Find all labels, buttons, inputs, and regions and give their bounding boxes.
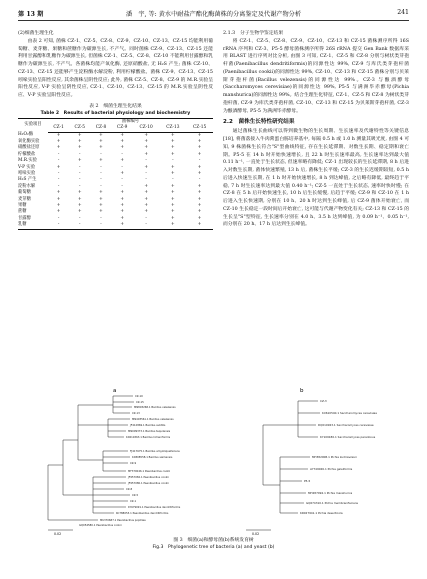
test-name: 柠檬酸盐 [18, 151, 36, 157]
result-cell: + [171, 151, 175, 157]
result-cell: - [145, 177, 147, 183]
strain-header: CZ-15 [186, 125, 213, 132]
tree-a-leaf-label: CZ-13 [132, 412, 140, 415]
result-cell: - [172, 177, 174, 183]
result-cell: + [120, 209, 124, 215]
test-name: H₂S 产生 [18, 177, 37, 183]
section-title-growth: 2.2 菌株生长特性研究结果 [223, 119, 295, 126]
result-cell: - [79, 183, 81, 189]
result-cell: + [197, 164, 202, 170]
table-test-header: 实验项目 [18, 118, 48, 132]
result-cell: - [121, 177, 123, 183]
result-cell: + [171, 196, 175, 202]
growth-paragraph: 通过菌株生长曲线可以得到微生物的生长周期、生长速率及代谢特性等关键信息[18], 将菌落接入牛肉膏蛋白胨培养基中, 每隔 0.5 h 或 1.0 h 测量其吸光度, 由图 4 可知, 9 株菌株生长符合"S"型曲线特征, 存在生长延滞期、对数生长期、稳定期和衰亡期。P5-5 在 14 h 时开始快速增长, 且 22 h 时生长速率最高, 生长速率达到最大值 0.11 h⁻¹, 一直处于生长状态, 但速率略有降低; CZ-1 出现较长的生长延滞期, 8 h 后进入对数生长期, 菌体快速繁殖, 13 h 后, 菌株生长平缓; CZ-3 的生长迟缓期较短, 0.5 h 后进入快速生长期, 在 1 h 时开始快速增长, 8 h 到达峰值, 之后略有降低, 最终趋于平稳, 7 h 时生长速率达到最大值 0.40 h⁻¹; CZ-5 一直处于生长状态, 速率时快时慢; 在 CZ-8 在 5 h 后开始快速生长, 10 h 后生长缓慢, 后趋于平缓; CZ-9 和 CZ-10 在 1 h 后进入生长快速期, 分别在 10 h、20 h 时达到生长峰值, 后 CZ-9 菌体开始衰亡, 而 CZ-10 生长稳定一段时间后开始衰亡, 这可能与代谢产物变化有关; CZ-13 和 CZ-15 的生长呈"S"型特征, 生长速率分别在 4.0 h、3.5 h 达到峰值, 为 0.09 h⁻¹、0.05 h⁻¹, 而分别在 20 h、17 h 后达到生长峰值。 [223, 129, 409, 228]
table-caption-en: Table 2 Results of bacterial physiology and biochemistry [40, 110, 191, 116]
strain-header: CZ-1 [48, 125, 69, 132]
tree-a-leaf-label: JF412869.1 Bacillus subtilis [130, 424, 166, 427]
strain-header: CZ-8 [90, 125, 111, 132]
test-name: 果糖 [18, 203, 27, 209]
result-cell: + [99, 138, 103, 144]
test-name: 氧化酶实验 [18, 138, 40, 144]
result-cell: + [56, 196, 61, 202]
result-cell: - [145, 171, 147, 176]
page-number: 241 [397, 9, 409, 16]
result-cell: - [48, 222, 69, 229]
result-cell: + [144, 190, 148, 196]
tree-a-leaf-label: CZ-10 [135, 395, 143, 398]
result-cell: + [77, 158, 82, 164]
result-cell: - [79, 177, 81, 183]
result-cell: - [69, 222, 90, 229]
header-rule [18, 20, 409, 21]
result-cell: + [171, 209, 175, 215]
result-cell: + [171, 190, 175, 196]
result-cell: + [197, 138, 202, 144]
result-cell: + [56, 132, 61, 138]
result-cell: + [77, 190, 82, 196]
result-cell: + [120, 145, 124, 151]
tree-a-leaf-label: MN893268.1 Bacillus velezensis [134, 406, 176, 409]
tree-b-leaf-label: KX610540.1 Saccharomyces cerevisiae [322, 411, 377, 415]
tree-a-leaf-label: JF957080.1 Paenibacillus cookii [128, 482, 169, 485]
issue-number: 第 13 期 [18, 11, 44, 18]
result-cell: + [197, 151, 202, 157]
result-cell: - [145, 215, 147, 221]
result-cell: + [112, 222, 133, 229]
tree-a-leaf-label: KC788053.1 Paenibacillus dendritiformis [116, 512, 169, 515]
test-name: 蔗糖 [18, 209, 27, 215]
tree-b-leaf-label: KR027941.1 Pichia deserticola [300, 511, 343, 515]
tree-a-leaf-label: MF370046.1 Paenibacillus cookii [128, 470, 171, 473]
result-cell: + [171, 171, 175, 176]
test-name: 乳糖 [18, 222, 48, 229]
result-cell: - [100, 151, 102, 157]
result-cell: - [100, 183, 102, 189]
tree-b-leaf-label: AY749026.1 Pichia galeiformis [310, 467, 353, 471]
result-cell: - [79, 171, 81, 176]
result-cell: - [100, 164, 102, 170]
left-column [18, 30, 213, 230]
figure-caption-en: Fig.3 Phylogenetic tree of bacteria (a) and yeast (b) [152, 545, 275, 550]
result-cell: - [57, 177, 60, 183]
tree-a-leaf-label: CZ-8 [126, 488, 133, 491]
result-cell: + [99, 132, 103, 138]
result-cell: + [120, 138, 124, 144]
result-cell: + [77, 145, 82, 151]
result-cell: + [56, 209, 61, 215]
result-cell: + [197, 145, 202, 151]
tree-a-leaf-label: CZ-5 [132, 494, 139, 497]
phylogenetic-trees-figure [18, 385, 409, 535]
table-row [18, 132, 213, 139]
result-cell: + [56, 203, 61, 209]
result-cell: - [133, 222, 160, 229]
result-cell: + [77, 209, 82, 215]
figure-caption [18, 537, 409, 551]
tree-b-leaf-label: DQ019923.1 Saccharomyces cerevisiae [318, 423, 374, 427]
result-cell: + [120, 215, 124, 221]
tree-a-leaf-label: KY679091.1 Paenibacillus dendritiformis [128, 506, 181, 509]
tree-b-leaf-label: KY109180.1 Saccharomyces paradoxus [320, 435, 376, 439]
result-cell: + [197, 183, 202, 189]
table-group-header: 菌株编号 [48, 118, 213, 125]
result-cell: - [57, 151, 60, 157]
result-cell: + [171, 183, 175, 189]
tree-a-leaf-label: CZ-9 [130, 462, 137, 465]
result-cell: + [171, 145, 175, 151]
test-name: M.R.实验 [18, 158, 37, 164]
result-cell: + [77, 138, 82, 144]
tree-a-leaf-label: CZ-15 [136, 401, 144, 404]
scale-bar-a [48, 530, 73, 535]
test-name: 吲哚实验 [18, 171, 36, 176]
result-cell: - [172, 158, 174, 164]
result-cell: + [99, 158, 103, 164]
result-cell: + [197, 132, 202, 138]
tree-a-leaf-label: GQ054580.1 Paenibacillus cookii [79, 524, 122, 527]
scale-label-b: 0.02 [252, 532, 260, 535]
test-name: 葡萄糖 [18, 190, 31, 196]
tree-a-leaf-label: MN099373.1 Bacillus tequilensis [128, 430, 171, 433]
result-cell: - [57, 215, 60, 221]
result-cell: + [77, 196, 82, 202]
test-name: 麦芽糖 [18, 196, 31, 202]
result-cell: + [171, 164, 175, 170]
result-cell: + [56, 145, 61, 151]
result-cell: + [120, 190, 124, 196]
result-cell: + [120, 171, 124, 176]
scale-bar-b [246, 530, 271, 535]
result-cell: + [77, 203, 82, 209]
result-cell: + [120, 132, 124, 138]
test-name: V-P 实验 [18, 164, 36, 170]
result-cell: + [99, 203, 103, 209]
result-cell: + [171, 203, 175, 209]
result-cell: + [144, 203, 148, 209]
figure-caption-cn: 图 3 细菌(a)和酵母菌(b)系统发育树 [173, 538, 254, 543]
tree-b-leaf-label: P5-5 [304, 479, 311, 483]
result-cell: + [197, 190, 202, 196]
result-cell: + [197, 196, 202, 202]
strain-header: CZ-5 [69, 125, 90, 132]
result-cell: + [56, 190, 61, 196]
section-title-physiology: (2)细菌生理生化 [18, 31, 54, 36]
result-cell: - [57, 158, 60, 164]
tree-a-leaf-label: KX611863.1 Bacillus licheniformis [126, 436, 171, 439]
table-row [18, 222, 213, 229]
tree-b-leaf-label: MH382908.1 Pichia kudriavzevii [312, 455, 357, 459]
result-cell: - [198, 158, 201, 164]
running-header [18, 9, 409, 20]
result-cell: - [121, 164, 123, 170]
result-cell: + [171, 215, 175, 221]
test-name: 甘露醇 [18, 215, 31, 221]
result-cell: + [144, 151, 148, 157]
result-cell: - [100, 215, 102, 221]
result-cell: + [197, 209, 202, 215]
tree-a-leaf-label: FJ417675.1 Bacillus amyloliquefaciens [130, 450, 180, 453]
molecular-paragraph: 将 CZ-1、CZ-5、CZ-8、CZ-9、CZ-10、CZ-13 和 CZ-15 菌株测序所得 16S rRNA 序列和 CZ-3、P5-5 酵母菌株测序所得 26S rRNA 提交 Gen Bank 数据库采用 BLAST 进行序列对比分析, 由图 3 可知, CZ-1、CZ-5 和 CZ-8 分别与树状类芽孢杆菌(Paenibacillus dendritiformis)的同源性达 99%, CZ-9 与库氏类芽孢杆菌(Paenibacillus cookii)的同源性达 99%, CZ-10、CZ-13 和 CZ-15 菌株分别与贝莱斯芽孢杆菌(Bacillus velezensis)的同源性达 99%。CZ-3 与酿酒酵母(Saccharomyces cerevisiae)的同源性达 99%, P5-5 与满洲毕赤酵母(Pichia manshurica)的同源性达 99%。结合生理生化特征, CZ-1、CZ-5 和 CZ-8 为树状类芽孢杆菌, CZ-9 为库氏类芽孢杆菌, CZ-10、CZ-13 和 CZ-15 为贝莱斯芽孢杆菌, CZ-3 为酿酒酵母, P5-5 为满洲毕赤酵母。 [223, 38, 409, 114]
running-title: 潘 宇, 等: 黄水中耐盐产酯化酶菌株的分离鉴定及代谢产物分析 [125, 11, 302, 18]
strain-header: CZ-13 [159, 125, 186, 132]
tree-b-leaf-label: CZ-3 [320, 399, 327, 403]
result-cell: + [99, 145, 103, 151]
tree-a-leaf-label: MN493561.1 Bacillus velezensis [132, 418, 174, 421]
result-cell: - [79, 164, 81, 170]
test-name: 淀粉水解 [18, 183, 36, 189]
subsection-title-molecular: 2.1.3 分子生物学鉴定结果 [223, 31, 284, 36]
strain-header: CZ-9 [112, 125, 133, 132]
result-cell: + [120, 196, 124, 202]
result-cell: - [79, 215, 81, 221]
result-cell: - [121, 183, 123, 189]
scale-label-a: 0.02 [54, 532, 62, 535]
tree-a-leaf-label: CZ-1 [130, 500, 137, 503]
result-cell: - [198, 177, 201, 183]
result-cell: + [77, 132, 82, 138]
result-cell: + [99, 190, 103, 196]
strain-header: CZ-10 [133, 125, 160, 132]
result-cell: + [197, 215, 202, 221]
result-cell: + [144, 209, 148, 215]
tree-a-leaf-label: MK370687.1 Paenibacillus popilliae [100, 519, 146, 522]
result-cell: + [144, 132, 148, 138]
result-cell: + [56, 138, 61, 144]
test-name: 硝酸盐还原 [18, 145, 40, 151]
result-cell: - [145, 158, 147, 164]
result-cell: + [197, 203, 202, 209]
result-cell: - [57, 183, 60, 189]
physiology-paragraph: 由表 2 可知, 菌株 CZ-1、CZ-5、CZ-8、CZ-9、CZ-10、CZ-13、CZ-15 均能利用葡萄糖、麦芽糖、果糖和蔗糖作为碳源生长, 不产气。同时菌株 CZ-9、CZ-13、CZ-15 还能利用甘露醇和乳糖作为碳源生长, 但菌株 CZ-1、CZ-5、CZ-8、CZ-10 不能利用甘露醇和乳糖作为碳源生长, 不产气。各菌株均能产氧化酶, 还原硝酸盐, 无 H₂S 产生; 菌株 CZ-10、CZ-13、CZ-15 还能够产生淀粉酶水解淀粉, 利用柠檬酸盐。菌株 CZ-9、CZ-13、CZ-15 吲哚实验呈阳性反应, 其余菌株呈阴性反应; 此外, 菌株 CZ-5、CZ-8、CZ-9 的 M.R.实验呈阳性反应, V-P 实验呈阴性反应, CZ-1、CZ-10、CZ-13、CZ-15 的 M.R.实验呈阴性反应、V-P 实验呈阳性反应。 [18, 38, 213, 98]
result-cell: + [171, 132, 175, 138]
physiology-table [18, 118, 213, 230]
result-cell: - [57, 171, 60, 176]
result-cell: - [100, 177, 102, 183]
result-cell: - [100, 171, 102, 176]
panel-label-b: b [300, 388, 304, 394]
result-cell: + [159, 222, 186, 229]
result-cell: + [56, 164, 61, 170]
result-cell: + [144, 138, 148, 144]
table-caption-cn: 表 2 细菌生理生化结果 [89, 103, 142, 109]
result-cell: - [90, 222, 111, 229]
right-column [223, 30, 409, 229]
result-cell: + [186, 222, 213, 229]
result-cell: + [120, 203, 124, 209]
result-cell: - [121, 151, 123, 157]
result-cell: + [99, 196, 103, 202]
tree-a-leaf-label: JF957082.1 Paenibacillus cookii [128, 476, 169, 479]
tree-b-leaf-label: MH287094.1 Pichia manshurica [308, 491, 353, 495]
result-cell: + [144, 183, 148, 189]
tree-b-leaf-label: GQ674310.1 Pichia membranifaciens [306, 501, 359, 505]
test-name: H₂O₂酶 [18, 132, 34, 138]
result-cell: - [79, 151, 81, 157]
result-cell: + [144, 145, 148, 151]
result-cell: + [99, 209, 103, 215]
bacteria-tree [48, 396, 137, 520]
tree-a-leaf-label: KX808558.1 Bacillus siamensis [132, 456, 173, 459]
result-cell: + [144, 196, 148, 202]
result-cell: + [171, 138, 175, 144]
result-cell: + [120, 158, 124, 164]
result-cell: + [144, 164, 148, 170]
panel-label-a: a [113, 388, 117, 394]
result-cell: + [197, 171, 202, 176]
